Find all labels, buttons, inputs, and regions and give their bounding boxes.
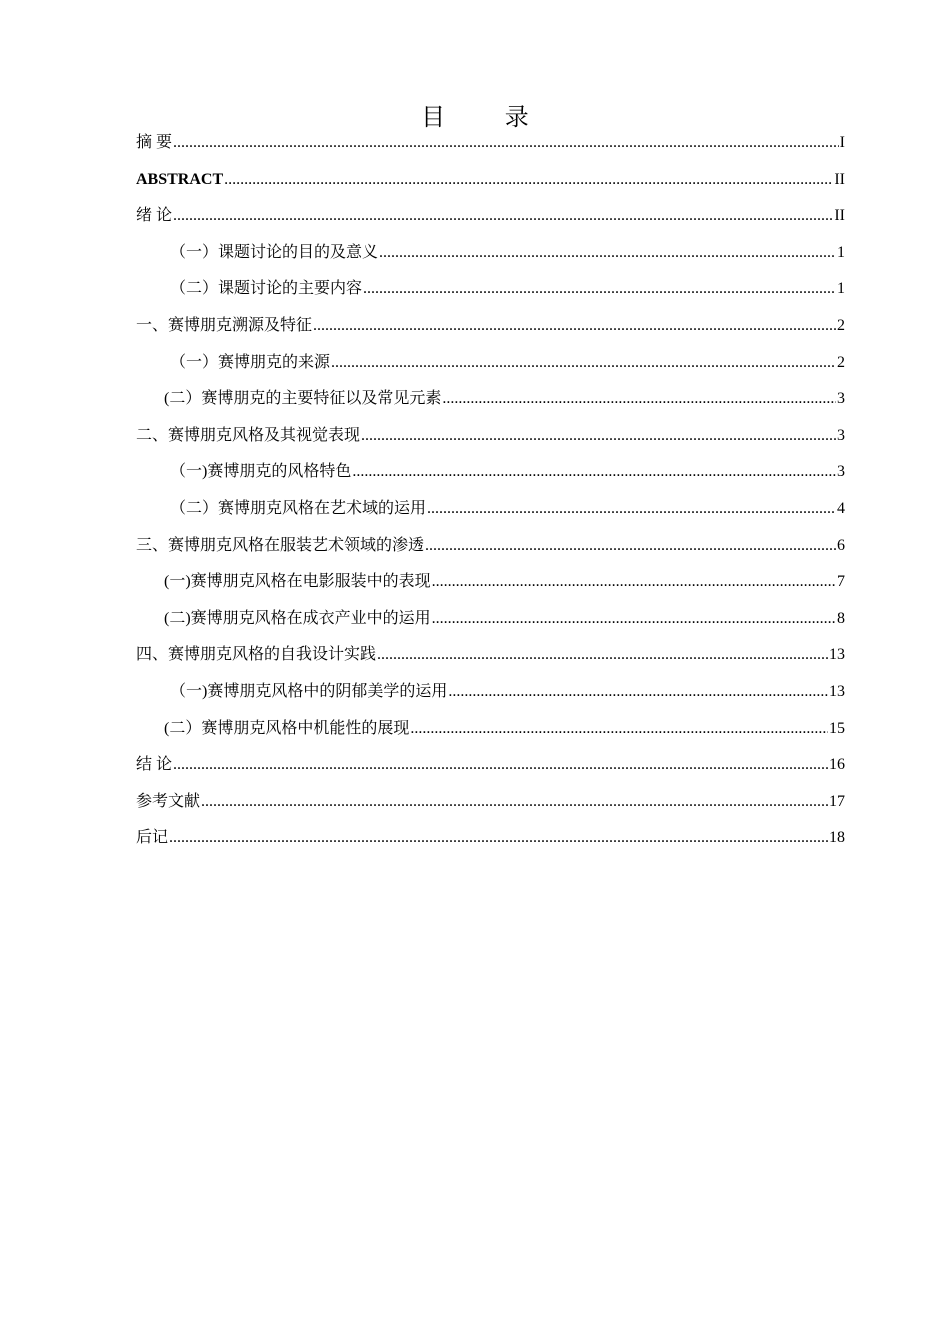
toc-entry-label: (一)赛博朋克风格在电影服装中的表现 xyxy=(164,573,431,591)
toc-entry[interactable] xyxy=(136,454,845,491)
toc-entry-label: （一）赛博朋克的来源 xyxy=(170,353,331,371)
toc-entry-label: （一)赛博朋克的风格特色 xyxy=(170,463,352,481)
toc-entry-page: 18 xyxy=(829,829,845,847)
toc-leader-dots xyxy=(448,674,828,711)
toc-leader-dots xyxy=(313,308,836,345)
toc-entry[interactable] xyxy=(136,528,845,565)
toc-entry[interactable] xyxy=(136,564,845,601)
toc-entry-page: 13 xyxy=(829,682,845,700)
toc-entry-label: 摘 要 xyxy=(136,134,173,151)
toc-entry[interactable] xyxy=(136,162,845,199)
toc-entry-page: 8 xyxy=(837,609,845,627)
toc-entry-label: (二)赛博朋克风格在成衣产业中的运用 xyxy=(164,609,431,627)
toc-entry[interactable] xyxy=(136,271,845,308)
toc-entry-label: 后记 xyxy=(136,829,169,847)
toc-entry-label: （一)赛博朋克风格中的阴郁美学的运用 xyxy=(170,682,448,700)
toc-leader-dots xyxy=(410,711,828,748)
toc-entry-label: 结 论 xyxy=(136,756,173,774)
toc-entry[interactable] xyxy=(136,784,845,821)
toc-entry[interactable] xyxy=(136,491,845,528)
toc-leader-dots xyxy=(425,528,836,565)
toc-entry-page: 1 xyxy=(837,280,845,298)
toc-entry-page: 2 xyxy=(837,353,845,371)
toc-entry-label: 一、赛博朋克溯源及特征 xyxy=(136,316,313,334)
toc-entry-label: （二）赛博朋克风格在艺术域的运用 xyxy=(170,499,427,517)
toc-entry-label: ABSTRACT xyxy=(136,170,224,188)
toc-leader-dots xyxy=(427,491,836,528)
toc-title: 目 录 xyxy=(421,103,555,131)
toc-leader-dots xyxy=(173,198,833,235)
toc-leader-dots xyxy=(363,271,836,308)
toc-entry-label: 绪 论 xyxy=(136,207,173,225)
toc-entry-page: II xyxy=(834,207,845,225)
table-of-contents xyxy=(136,125,845,857)
toc-entry-page: II xyxy=(834,170,845,188)
toc-entry-page: 2 xyxy=(837,316,845,334)
toc-leader-dots xyxy=(432,564,836,601)
toc-entry[interactable] xyxy=(136,747,845,784)
toc-entry-label: 三、赛博朋克风格在服装艺术领域的渗透 xyxy=(136,536,425,554)
toc-entry-page: 7 xyxy=(837,573,845,591)
toc-leader-dots xyxy=(442,381,836,418)
toc-entry[interactable] xyxy=(136,711,845,748)
toc-entry-label: (二）赛博朋克的主要特征以及常见元素 xyxy=(164,390,442,408)
toc-entry[interactable] xyxy=(136,418,845,455)
toc-entry[interactable] xyxy=(136,308,845,345)
toc-entry-label: 二、赛博朋克风格及其视觉表现 xyxy=(136,426,361,444)
toc-entry-page: 3 xyxy=(837,390,845,408)
toc-entry[interactable] xyxy=(136,345,845,382)
toc-entry-label: （一）课题讨论的目的及意义 xyxy=(170,243,379,261)
toc-entry[interactable] xyxy=(136,674,845,711)
toc-entry-label: 参考文献 xyxy=(136,792,201,810)
toc-entry-page: 3 xyxy=(837,426,845,444)
toc-entry[interactable] xyxy=(136,601,845,638)
toc-entry-label: (二）赛博朋克风格中机能性的展现 xyxy=(164,719,410,737)
toc-entry[interactable] xyxy=(136,125,845,162)
toc-entry[interactable] xyxy=(136,637,845,674)
toc-leader-dots xyxy=(379,235,836,272)
toc-leader-dots xyxy=(432,601,836,638)
toc-entry-page: 4 xyxy=(837,499,845,517)
toc-entry-page: 3 xyxy=(837,463,845,481)
toc-leader-dots xyxy=(201,784,828,821)
toc-leader-dots xyxy=(377,637,828,674)
toc-entry-page: 1 xyxy=(837,243,845,261)
toc-entry-page: 17 xyxy=(829,792,845,810)
toc-entry-page: I xyxy=(839,134,845,151)
toc-entry[interactable] xyxy=(136,235,845,272)
toc-entry-page: 13 xyxy=(829,646,845,664)
toc-entry-page: 6 xyxy=(837,536,845,554)
toc-entry[interactable] xyxy=(136,381,845,418)
toc-entry[interactable] xyxy=(136,820,845,857)
toc-entry-label: 四、赛博朋克风格的自我设计实践 xyxy=(136,646,377,664)
toc-leader-dots xyxy=(173,747,828,784)
toc-entry-page: 16 xyxy=(829,756,845,774)
toc-entry-label: （二）课题讨论的主要内容 xyxy=(170,280,363,298)
toc-leader-dots xyxy=(169,820,828,857)
toc-leader-dots xyxy=(361,418,836,455)
toc-leader-dots xyxy=(352,454,836,491)
toc-entry[interactable] xyxy=(136,198,845,235)
toc-entry-page: 15 xyxy=(829,719,845,737)
toc-leader-dots xyxy=(331,345,836,382)
toc-leader-dots xyxy=(173,125,839,162)
toc-leader-dots xyxy=(224,162,833,199)
